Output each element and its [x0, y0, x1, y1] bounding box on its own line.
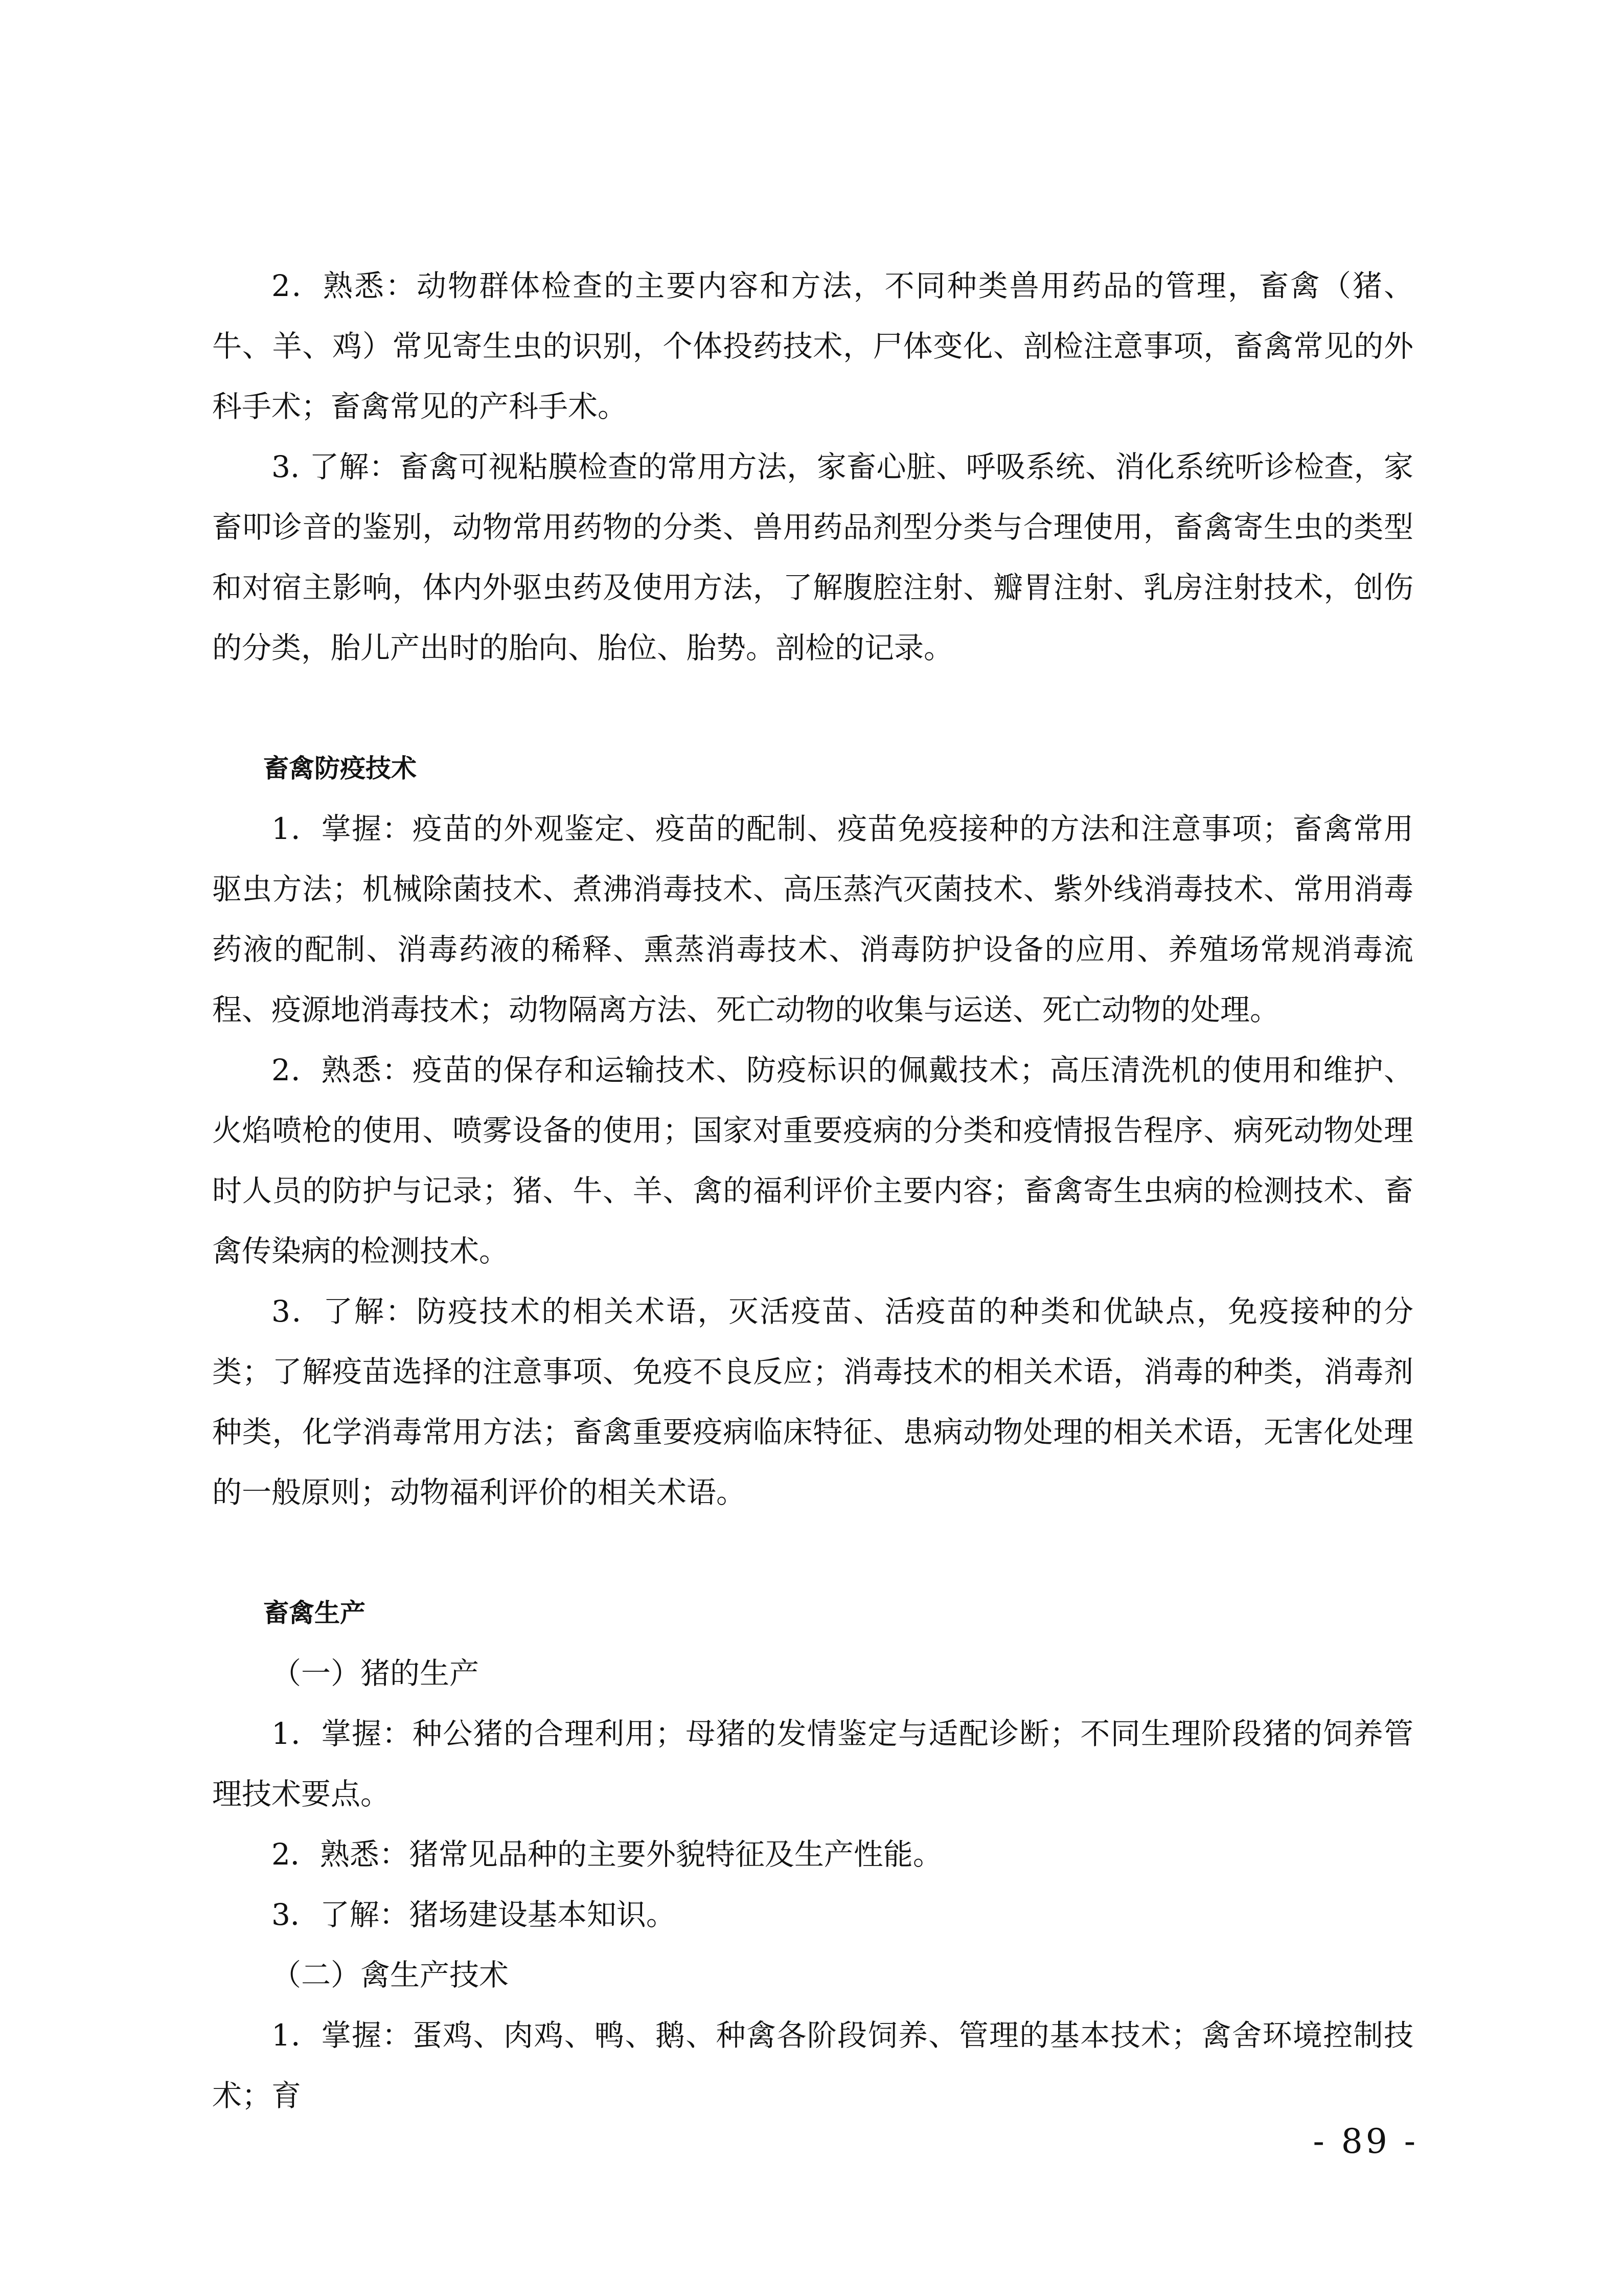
section-spacer	[212, 678, 1413, 738]
subsection-title-pig-production: （一）猪的生产	[271, 1656, 479, 1691]
paragraph-master-3: 1．掌握：种公猪的合理利用；母猪的发情鉴定与适配诊断；不同生理阶段猪的饲养管理技术要点。	[212, 1716, 1413, 1811]
section-title-livestock-production: 畜禽生产	[263, 1598, 365, 1628]
paragraph-familiar-2: 2．熟悉：疫苗的保存和运输技术、防疫标识的佩戴技术；高压清洗机的使用和维护、火焰喷枪的使用、喷雾设备的使用；国家对重要疫病的分类和疫情报告程序、病死动物处理时人员的防护与记录；猪、牛、羊、禽的福利评价主要内容；畜禽寄生虫病的检测技术、畜禽传染病的检测技术。	[212, 1053, 1413, 1268]
section-title-epidemic-prevention: 畜禽防疫技术	[263, 754, 417, 783]
paragraph-master-4: 1．掌握：蛋鸡、肉鸡、鸭、鹅、种禽各阶段饲养、管理的基本技术；禽舍环境控制技术；育	[212, 2018, 1413, 2113]
page-number: - 89 -	[1313, 2122, 1419, 2161]
paragraph-understand-2: 3．了解：防疫技术的相关术语，灭活疫苗、活疫苗的种类和优缺点，免疫接种的分类；了解疫苗选择的注意事项、免疫不良反应；消毒技术的相关术语，消毒的种类，消毒剂种类，化学消毒常用方法；畜禽重要疫病临床特征、患病动物处理的相关术语，无害化处理的一般原则；动物福利评价的相关术语。	[212, 1294, 1413, 1510]
paragraph-understand-3: 3．了解：猪场建设基本知识。	[271, 1897, 676, 1932]
paragraph-understand-1: 3. 了解：畜禽可视粘膜检查的常用方法，家畜心脏、呼吸系统、消化系统听诊检查，家畜叩诊音的鉴别，动物常用药物的分类、兽用药品剂型分类与合理使用，畜禽寄生虫的类型和对宿主影响，体内外驱虫药及使用方法，了解腹腔注射、瓣胃注射、乳房注射技术，创伤的分类，胎儿产出时的胎向、胎位、胎势。剖检的记录。	[212, 449, 1413, 665]
subsection-title-poultry-production: （二）禽生产技术	[271, 1958, 509, 1992]
paragraph-familiar-3: 2．熟悉：猪常见品种的主要外貌特征及生产性能。	[271, 1837, 943, 1872]
document-body	[212, 256, 1413, 2126]
section-spacer	[212, 1522, 1413, 1583]
paragraph-master-2: 1．掌握：疫苗的外观鉴定、疫苗的配制、疫苗免疫接种的方法和注意事项；畜禽常用驱虫方法；机械除菌技术、煮沸消毒技术、高压蒸汽灭菌技术、紫外线消毒技术、常用消毒药液的配制、消毒药液的稀释、熏蒸消毒技术、消毒防护设备的应用、养殖场常规消毒流程、疫源地消毒技术；动物隔离方法、死亡动物的收集与运送、死亡动物的处理。	[212, 811, 1413, 1027]
paragraph-familiar-1: 2．熟悉：动物群体检查的主要内容和方法，不同种类兽用药品的管理，畜禽（猪、牛、羊、鸡）常见寄生虫的识别，个体投药技术，尸体变化、剖检注意事项，畜禽常见的外科手术；畜禽常见的产科手术。	[212, 268, 1413, 424]
